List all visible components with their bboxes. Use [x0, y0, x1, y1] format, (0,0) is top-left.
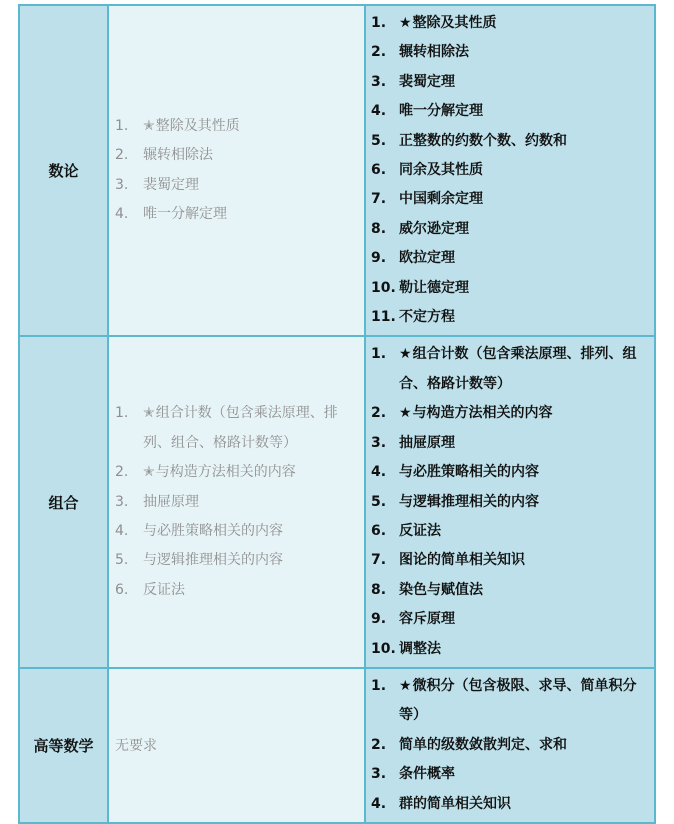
item-label: 裴蜀定理: [399, 73, 455, 90]
list-item: [371, 340, 646, 399]
basic-topics-cell: [108, 5, 365, 336]
item-label: 欧拉定理: [399, 250, 455, 267]
item-number: 5.: [115, 552, 129, 569]
star-icon: ✭: [143, 405, 155, 422]
item-number: 1.: [371, 15, 387, 31]
list-item: [371, 760, 646, 789]
item-label: 辗转相除法: [143, 147, 213, 164]
item-label: 整除及其性质: [155, 117, 240, 134]
item-text: [399, 672, 646, 731]
item-number: 1.: [371, 677, 387, 694]
item-number: 2.: [371, 405, 387, 422]
star-icon: ✭: [143, 117, 155, 134]
list-item: [371, 303, 646, 332]
item-label: 正整数的约数个数、约数和: [399, 132, 567, 149]
list-item: [115, 458, 352, 487]
syllabus-table: [18, 4, 656, 824]
item-number: 6.: [371, 162, 387, 179]
item-text: [399, 760, 646, 789]
list-item: [371, 458, 646, 487]
item-label: 条件概率: [399, 766, 455, 783]
item-number: 4.: [371, 795, 387, 812]
item-text: [399, 429, 646, 458]
list-item: [115, 171, 352, 200]
item-text: [143, 576, 352, 605]
list-item: [115, 517, 352, 546]
list-item: [371, 731, 646, 760]
item-number: 1.: [115, 405, 129, 422]
item-label: 与必胜策略相关的内容: [399, 464, 539, 481]
topic-list: [366, 6, 654, 335]
basic-topics-cell: [108, 336, 365, 667]
item-label: 简单的级数敛散判定、求和: [399, 736, 567, 753]
item-text: [143, 112, 352, 141]
topic-list: [109, 399, 364, 605]
item-label: 调整法: [399, 640, 441, 657]
list-item: [371, 546, 646, 575]
item-text: [399, 340, 646, 399]
item-label: 整除及其性质: [412, 15, 497, 31]
star-icon: ★: [399, 405, 412, 422]
item-text: [399, 458, 646, 487]
item-label: 反证法: [143, 581, 185, 598]
list-item: [371, 68, 646, 97]
item-label: 与构造方法相关的内容: [155, 464, 296, 481]
item-label: 同余及其性质: [399, 162, 483, 179]
list-item: [371, 185, 646, 214]
item-text: [399, 185, 646, 214]
list-item: [371, 517, 646, 546]
item-text: [399, 9, 646, 38]
item-label: 唯一分解定理: [399, 103, 483, 120]
item-label: 反证法: [399, 522, 441, 539]
item-text: [399, 274, 646, 303]
item-text: [399, 605, 646, 634]
item-text: [399, 635, 646, 664]
item-number: 1.: [115, 117, 129, 134]
item-text: [143, 546, 352, 575]
item-number: 6.: [115, 581, 129, 598]
item-number: 5.: [371, 493, 387, 510]
item-label: 不定方程: [399, 309, 455, 326]
item-number: 8.: [371, 581, 387, 598]
item-text: [143, 517, 352, 546]
list-item: [371, 244, 646, 273]
topic-list: [366, 669, 654, 822]
item-number: 4.: [371, 464, 387, 481]
item-text: [399, 97, 646, 126]
item-number: 7.: [371, 191, 387, 208]
item-number: 7.: [371, 552, 387, 569]
topic-list: [109, 112, 364, 230]
item-text: [399, 517, 646, 546]
list-item: [371, 429, 646, 458]
item-text: [399, 576, 646, 605]
item-text: [399, 731, 646, 760]
item-text: [399, 38, 646, 67]
advanced-topics-cell: [365, 5, 655, 336]
item-number: 5.: [371, 132, 387, 149]
item-label: 抽屉原理: [399, 434, 455, 451]
item-number: 4.: [371, 103, 387, 120]
item-number: 2.: [115, 464, 129, 481]
item-label: 容斥原理: [399, 611, 455, 628]
item-number: 9.: [371, 250, 387, 267]
list-item: [371, 605, 646, 634]
item-number: 10.: [371, 279, 396, 296]
list-item: [371, 97, 646, 126]
item-text: [143, 399, 352, 458]
item-text: [399, 546, 646, 575]
basic-topics-cell: [108, 668, 365, 823]
list-item: [371, 38, 646, 67]
item-number: 2.: [371, 44, 387, 61]
advanced-topics-cell: [365, 668, 655, 823]
list-item: [115, 141, 352, 170]
category-cell: 组合: [19, 336, 108, 667]
item-text: [143, 488, 352, 517]
category-cell: 数论: [19, 5, 108, 336]
item-number: 3.: [371, 434, 387, 451]
item-number: 2.: [115, 147, 129, 164]
table-row: [19, 668, 655, 823]
list-item: [371, 399, 646, 428]
list-item: [371, 488, 646, 517]
item-text: [399, 156, 646, 185]
item-number: 3.: [115, 176, 129, 193]
item-label: 裴蜀定理: [143, 176, 199, 193]
item-label: 微积分（包含极限、求导、简单积分等）: [399, 677, 637, 724]
item-label: 染色与赋值法: [399, 581, 483, 598]
item-text: [399, 127, 646, 156]
list-item: [371, 576, 646, 605]
item-label: 与逻辑推理相关的内容: [399, 493, 539, 510]
item-number: 6.: [371, 522, 387, 539]
item-number: 2.: [371, 736, 387, 753]
list-item: [371, 9, 646, 38]
category-cell: 高等数学: [19, 668, 108, 823]
item-number: 1.: [371, 346, 387, 363]
item-number: 8.: [371, 220, 387, 237]
item-label: 勒让德定理: [399, 279, 469, 296]
item-number: 4.: [115, 522, 129, 539]
syllabus-table-body: [19, 5, 655, 823]
item-number: 10.: [371, 640, 396, 657]
item-text: [399, 790, 646, 819]
item-label: 抽屉原理: [143, 493, 199, 510]
item-label: 唯一分解定理: [143, 206, 227, 223]
topic-list: [366, 337, 654, 666]
star-icon: ★: [399, 346, 412, 363]
star-icon: ★: [399, 677, 412, 694]
item-number: 9.: [371, 611, 387, 628]
item-number: 4.: [115, 206, 129, 223]
item-label: 辗转相除法: [399, 44, 469, 61]
item-text: [399, 303, 646, 332]
item-text: [143, 171, 352, 200]
list-item: [371, 635, 646, 664]
list-item: [371, 215, 646, 244]
item-label: 威尔逊定理: [399, 220, 469, 237]
list-item: [371, 156, 646, 185]
item-label: 与逻辑推理相关的内容: [143, 552, 283, 569]
item-label: 组合计数（包含乘法原理、排列、组合、格路计数等）: [143, 405, 338, 451]
item-text: [399, 215, 646, 244]
item-number: 3.: [115, 493, 129, 510]
table-row: [19, 336, 655, 667]
item-label: 群的简单相关知识: [399, 795, 511, 812]
item-label: 与构造方法相关的内容: [412, 405, 553, 422]
list-item: [371, 790, 646, 819]
list-item: [115, 488, 352, 517]
list-item: [115, 399, 352, 458]
list-item: [371, 127, 646, 156]
list-item: [115, 112, 352, 141]
item-text: [143, 458, 352, 487]
item-text: [143, 200, 352, 229]
advanced-topics-cell: [365, 336, 655, 667]
list-item: [371, 274, 646, 303]
no-requirement-text: 无要求: [115, 738, 157, 755]
item-label: 中国剩余定理: [399, 191, 483, 208]
list-item: [371, 672, 646, 731]
item-number: 3.: [371, 766, 387, 783]
item-label: 组合计数（包含乘法原理、排列、组合、格路计数等）: [399, 346, 637, 392]
item-number: 11.: [371, 309, 396, 326]
item-text: [399, 244, 646, 273]
item-text: [399, 68, 646, 97]
item-label: 图论的简单相关知识: [399, 552, 525, 569]
item-text: [143, 141, 352, 170]
table-row: [19, 5, 655, 336]
item-label: 与必胜策略相关的内容: [143, 522, 283, 539]
list-item: [115, 200, 352, 229]
item-text: [399, 399, 646, 428]
star-icon: ✭: [143, 464, 155, 481]
star-icon: ★: [399, 15, 412, 31]
item-number: 3.: [371, 73, 387, 90]
item-text: [399, 488, 646, 517]
list-item: [115, 546, 352, 575]
list-item: [115, 576, 352, 605]
